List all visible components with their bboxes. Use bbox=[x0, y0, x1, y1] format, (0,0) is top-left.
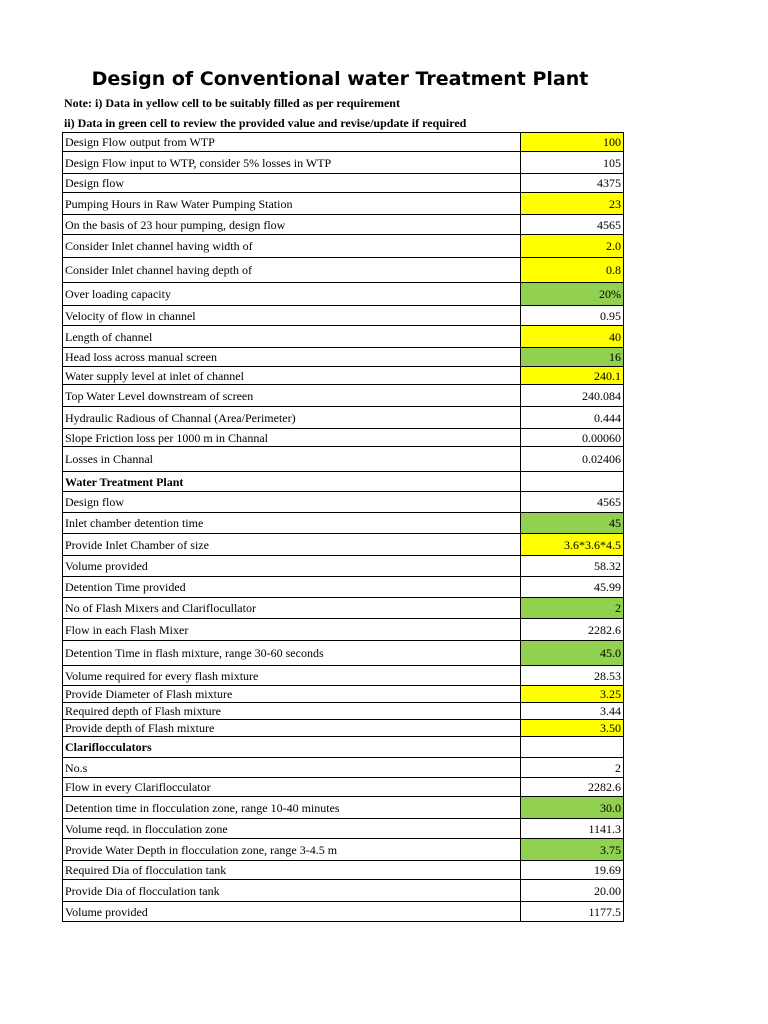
label-cell[interactable]: Design flow bbox=[63, 492, 521, 513]
label-cell[interactable]: Pumping Hours in Raw Water Pumping Station bbox=[63, 193, 521, 215]
table-row bbox=[63, 556, 624, 577]
table-row bbox=[63, 641, 624, 666]
green-value-cell[interactable]: 3.75 bbox=[521, 839, 624, 861]
note-green-cells: ii) Data in green cell to review the provided value and revise/update if required bbox=[64, 116, 467, 130]
table-row bbox=[63, 737, 624, 758]
table-row bbox=[63, 880, 624, 902]
table-row bbox=[63, 577, 624, 598]
label-cell[interactable]: Volume reqd. in flocculation zone bbox=[63, 819, 521, 839]
table-row bbox=[63, 534, 624, 556]
green-value-cell[interactable]: 45 bbox=[521, 513, 624, 534]
value-cell[interactable]: 45.99 bbox=[521, 577, 624, 598]
value-cell[interactable]: 2282.6 bbox=[521, 778, 624, 797]
label-cell[interactable]: Slope Friction loss per 1000 m in Channal bbox=[63, 429, 521, 447]
table-row bbox=[63, 258, 624, 283]
table-row bbox=[63, 326, 624, 348]
label-cell[interactable]: Volume provided bbox=[63, 902, 521, 922]
table-row bbox=[63, 235, 624, 258]
value-cell[interactable]: 58.32 bbox=[521, 556, 624, 577]
label-cell[interactable]: Head loss across manual screen bbox=[63, 348, 521, 367]
value-cell[interactable]: 0.95 bbox=[521, 306, 624, 326]
section-heading-cell[interactable]: Water Treatment Plant bbox=[63, 472, 521, 492]
section-heading-cell[interactable]: Clariflocculators bbox=[63, 737, 521, 758]
table-row bbox=[63, 306, 624, 326]
table-row bbox=[63, 861, 624, 880]
label-cell[interactable]: Design Flow input to WTP, consider 5% losses in WTP bbox=[63, 152, 521, 174]
label-cell[interactable]: Length of channel bbox=[63, 326, 521, 348]
table-row bbox=[63, 367, 624, 385]
yellow-value-cell[interactable]: 3.6*3.6*4.5 bbox=[521, 534, 624, 556]
table-row bbox=[63, 819, 624, 839]
label-cell[interactable]: Flow in every Clariflocculator bbox=[63, 778, 521, 797]
label-cell[interactable]: Volume required for every flash mixture bbox=[63, 666, 521, 686]
table-row bbox=[63, 492, 624, 513]
label-cell[interactable]: Inlet chamber detention time bbox=[63, 513, 521, 534]
table-row bbox=[63, 283, 624, 306]
value-cell[interactable]: 4565 bbox=[521, 215, 624, 235]
table-row bbox=[63, 429, 624, 447]
table-row bbox=[63, 598, 624, 619]
value-cell[interactable]: 20.00 bbox=[521, 880, 624, 902]
table-row bbox=[63, 902, 624, 922]
table-row bbox=[63, 720, 624, 737]
green-value-cell[interactable]: 30.0 bbox=[521, 797, 624, 819]
yellow-value-cell[interactable]: 3.50 bbox=[521, 720, 624, 737]
table-row bbox=[63, 758, 624, 778]
table-row bbox=[63, 447, 624, 472]
table-row bbox=[63, 797, 624, 819]
label-cell[interactable]: Design Flow output from WTP bbox=[63, 133, 521, 152]
yellow-value-cell[interactable]: 3.25 bbox=[521, 686, 624, 703]
table-row bbox=[63, 215, 624, 235]
table-row bbox=[63, 133, 624, 152]
label-cell[interactable]: Consider Inlet channel having width of bbox=[63, 235, 521, 258]
green-value-cell[interactable]: 2 bbox=[521, 598, 624, 619]
yellow-value-cell[interactable]: 40 bbox=[521, 326, 624, 348]
label-cell[interactable]: Required Dia of flocculation tank bbox=[63, 861, 521, 880]
label-cell[interactable]: Required depth of Flash mixture bbox=[63, 703, 521, 720]
value-cell[interactable]: 2 bbox=[521, 758, 624, 778]
design-table-body bbox=[63, 133, 624, 922]
value-cell[interactable]: 28.53 bbox=[521, 666, 624, 686]
table-row bbox=[63, 619, 624, 641]
label-cell[interactable]: Provide Diameter of Flash mixture bbox=[63, 686, 521, 703]
label-cell[interactable]: Water supply level at inlet of channel bbox=[63, 367, 521, 385]
value-cell[interactable]: 4565 bbox=[521, 492, 624, 513]
table-row bbox=[63, 385, 624, 407]
table-row bbox=[63, 513, 624, 534]
label-cell[interactable]: No.s bbox=[63, 758, 521, 778]
table-row bbox=[63, 839, 624, 861]
green-value-cell[interactable]: 16 bbox=[521, 348, 624, 367]
label-cell[interactable]: Hydraulic Radious of Channal (Area/Perimeter) bbox=[63, 407, 521, 429]
label-cell[interactable]: Top Water Level downstream of screen bbox=[63, 385, 521, 407]
page-title: Design of Conventional water Treatment Plant bbox=[91, 68, 589, 90]
label-cell[interactable]: Provide Water Depth in flocculation zone, range 3-4.5 m bbox=[63, 839, 521, 861]
value-cell[interactable] bbox=[521, 472, 624, 492]
label-cell[interactable]: Detention time in flocculation zone, range 10-40 minutes bbox=[63, 797, 521, 819]
yellow-value-cell[interactable]: 240.1 bbox=[521, 367, 624, 385]
label-cell[interactable]: Provide depth of Flash mixture bbox=[63, 720, 521, 737]
value-cell[interactable]: 0.444 bbox=[521, 407, 624, 429]
note-yellow-cells: Note: i) Data in yellow cell to be suitably filled as per requirement bbox=[64, 96, 400, 110]
value-cell[interactable]: 0.02406 bbox=[521, 447, 624, 472]
label-cell[interactable]: Volume provided bbox=[63, 556, 521, 577]
value-cell[interactable]: 3.44 bbox=[521, 703, 624, 720]
table-row bbox=[63, 472, 624, 492]
table-row bbox=[63, 348, 624, 367]
value-cell[interactable]: 240.084 bbox=[521, 385, 624, 407]
yellow-value-cell[interactable]: 100 bbox=[521, 133, 624, 152]
label-cell[interactable]: Provide Inlet Chamber of size bbox=[63, 534, 521, 556]
label-cell[interactable]: Detention Time provided bbox=[63, 577, 521, 598]
value-cell[interactable]: 0.00060 bbox=[521, 429, 624, 447]
value-cell[interactable] bbox=[521, 737, 624, 758]
label-cell[interactable]: Design flow bbox=[63, 174, 521, 193]
yellow-value-cell[interactable]: 23 bbox=[521, 193, 624, 215]
green-value-cell[interactable]: 45.0 bbox=[521, 641, 624, 666]
label-cell[interactable]: Flow in each Flash Mixer bbox=[63, 619, 521, 641]
table-row bbox=[63, 193, 624, 215]
label-cell[interactable]: Consider Inlet channel having depth of bbox=[63, 258, 521, 283]
label-cell[interactable]: Losses in Channal bbox=[63, 447, 521, 472]
table-row bbox=[63, 174, 624, 193]
label-cell[interactable]: Provide Dia of flocculation tank bbox=[63, 880, 521, 902]
label-cell[interactable]: No of Flash Mixers and Clariflocullator bbox=[63, 598, 521, 619]
table-row bbox=[63, 703, 624, 720]
table-row bbox=[63, 666, 624, 686]
green-value-cell[interactable]: 20% bbox=[521, 283, 624, 306]
table-row bbox=[63, 778, 624, 797]
value-cell[interactable]: 2282.6 bbox=[521, 619, 624, 641]
table-row bbox=[63, 407, 624, 429]
value-cell[interactable]: 19.69 bbox=[521, 861, 624, 880]
value-cell[interactable]: 105 bbox=[521, 152, 624, 174]
value-cell[interactable]: 4375 bbox=[521, 174, 624, 193]
yellow-value-cell[interactable]: 0.8 bbox=[521, 258, 624, 283]
value-cell[interactable]: 1177.5 bbox=[521, 902, 624, 922]
label-cell[interactable]: On the basis of 23 hour pumping, design flow bbox=[63, 215, 521, 235]
design-table bbox=[62, 132, 624, 922]
value-cell[interactable]: 1141.3 bbox=[521, 819, 624, 839]
yellow-value-cell[interactable]: 2.0 bbox=[521, 235, 624, 258]
label-cell[interactable]: Detention Time in flash mixture, range 30-60 seconds bbox=[63, 641, 521, 666]
table-row bbox=[63, 686, 624, 703]
label-cell[interactable]: Over loading capacity bbox=[63, 283, 521, 306]
label-cell[interactable]: Velocity of flow in channel bbox=[63, 306, 521, 326]
table-row bbox=[63, 152, 624, 174]
